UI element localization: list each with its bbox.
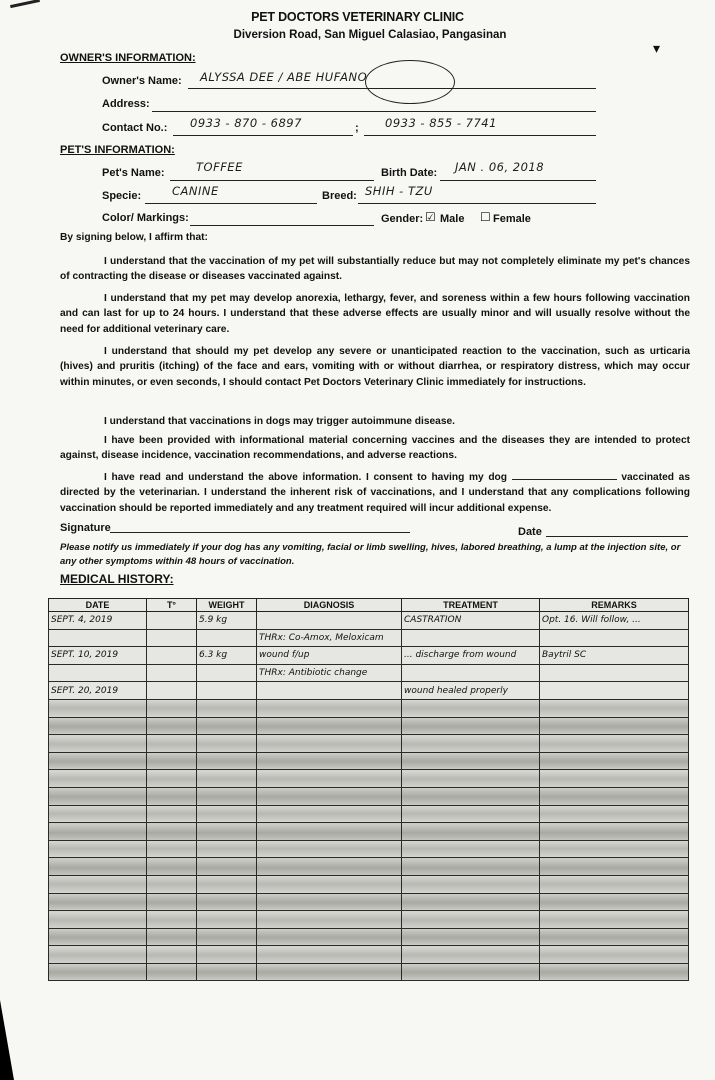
table-cell-empty[interactable] [257, 893, 402, 911]
contact-2-value: 0933 - 855 - 7741 [385, 116, 497, 130]
consent-paragraph-6 [60, 470, 690, 516]
table-cell-empty[interactable] [540, 858, 689, 876]
table-cell-empty[interactable] [540, 840, 689, 858]
consent-p6-end: vaccinated as directed by the veterinarian. I understand the inherent risk of vaccinations, and I understand that any complications following vaccination should be reported immediately and any treatment required will incur additional expense. [60, 472, 690, 514]
table-cell-empty[interactable] [402, 840, 540, 858]
table-cell-empty[interactable] [402, 858, 540, 876]
table-cell-empty[interactable] [147, 893, 197, 911]
table-cell-empty[interactable] [147, 840, 197, 858]
table-row-empty [49, 963, 689, 981]
table-row: SEPT. 10, 2019 6.3 kg wound f/up ... discharge from wound Baytril SC [49, 647, 689, 665]
table-cell-empty[interactable] [540, 717, 689, 735]
table-cell-empty[interactable] [257, 770, 402, 788]
specie-line [145, 189, 317, 204]
specie-value: CANINE [172, 184, 219, 198]
table-row-empty [49, 875, 689, 893]
table-cell-empty[interactable] [147, 735, 197, 753]
table-cell-empty[interactable] [197, 752, 257, 770]
table-cell-empty[interactable] [147, 858, 197, 876]
table-cell-empty[interactable] [147, 787, 197, 805]
table-row-empty [49, 928, 689, 946]
clinic-name: PET DOCTORS VETERINARY CLINIC [251, 10, 464, 24]
contact-label: Contact No.: [102, 122, 168, 134]
table-cell-empty[interactable] [197, 858, 257, 876]
table-cell-empty[interactable] [49, 823, 147, 841]
table-cell-empty[interactable] [197, 699, 257, 717]
scan-artifact-mark: ▾ [653, 40, 661, 56]
signature-line[interactable] [110, 521, 410, 533]
table-row-empty [49, 770, 689, 788]
table-row-empty [49, 823, 689, 841]
table-cell-empty[interactable] [402, 787, 540, 805]
table-cell-empty[interactable] [540, 787, 689, 805]
contact-1-value: 0933 - 870 - 6897 [190, 116, 302, 130]
table-cell-empty[interactable] [402, 911, 540, 929]
table-cell-empty[interactable] [402, 752, 540, 770]
consent-paragraph-1: I understand that the vaccination of my pet will substantially reduce but may not completely eliminate my pet's chances of contracting the disease or diseases vaccinated against. [60, 256, 690, 283]
breed-value: SHIH - TZU [365, 184, 433, 198]
table-cell-empty[interactable] [147, 928, 197, 946]
table-cell-empty[interactable] [540, 770, 689, 788]
dog-name-blank[interactable] [512, 470, 617, 480]
consent-paragraph-3: I understand that should my pet develop any severe or unanticipated reaction to the vaccination, such as urticaria (hives) and pruritis (itching) of the face and ears, vomiting with or without diarrhea, or respiratory distress, which may occur within minutes, or even seconds, I should contact Pet Doctors Veterinary Clinic immediately for instructions. [60, 346, 690, 388]
table-cell-empty[interactable] [147, 963, 197, 981]
table-cell-empty[interactable] [197, 946, 257, 964]
table-row-empty [49, 787, 689, 805]
consent-paragraph-5: I have been provided with informational material concerning vaccines and the diseases they are intended to protect against, disease incidence, vaccination recommendations, and adverse reactions. [60, 435, 690, 462]
table-cell-empty[interactable] [49, 787, 147, 805]
table-cell-empty[interactable] [197, 770, 257, 788]
table-cell-empty[interactable] [540, 823, 689, 841]
table-cell-empty[interactable] [540, 893, 689, 911]
clinic-address: Diversion Road, San Miguel Calasiao, Pangasinan [233, 29, 507, 41]
col-weight: WEIGHT [197, 599, 257, 612]
owner-address-label: Address: [102, 98, 150, 110]
table-cell-empty[interactable] [49, 875, 147, 893]
table-cell-empty[interactable] [257, 928, 402, 946]
table-cell-empty[interactable] [197, 717, 257, 735]
table-cell-empty[interactable] [257, 823, 402, 841]
table-cell-empty[interactable] [257, 963, 402, 981]
table-cell-empty[interactable] [197, 735, 257, 753]
gender-male-label: Male [440, 213, 465, 225]
table-cell-empty[interactable] [197, 840, 257, 858]
table-cell-empty[interactable] [49, 858, 147, 876]
table-cell-empty[interactable] [197, 787, 257, 805]
table-row-empty [49, 717, 689, 735]
table-cell-empty[interactable] [49, 911, 147, 929]
table-cell-empty[interactable] [257, 875, 402, 893]
table-row-empty [49, 699, 689, 717]
contact-separator: ; [355, 122, 359, 134]
table-cell-empty[interactable] [402, 699, 540, 717]
table-cell-empty[interactable] [257, 717, 402, 735]
gender-label: Gender: [381, 213, 424, 225]
table-header-row [49, 599, 689, 612]
table-cell-empty[interactable] [49, 717, 147, 735]
table-cell-empty[interactable] [257, 735, 402, 753]
table-row: THRx: Antibiotic change [49, 664, 689, 682]
gender-male-checkbox[interactable]: ☑ [425, 210, 436, 224]
gender-female-label: Female [493, 213, 531, 225]
table-cell-empty[interactable] [197, 893, 257, 911]
table-cell-empty[interactable] [402, 823, 540, 841]
table-cell-empty[interactable] [540, 699, 689, 717]
table-cell-empty[interactable] [49, 735, 147, 753]
table-cell-empty[interactable] [49, 752, 147, 770]
col-diagnosis: DIAGNOSIS [257, 599, 402, 612]
table-row-empty [49, 893, 689, 911]
birth-date-label: Birth Date: [381, 167, 438, 179]
consent-p6-start: I have read and understand the above information. I consent to having my dog [104, 472, 507, 483]
table-cell-empty[interactable] [147, 946, 197, 964]
table-cell-empty[interactable] [540, 875, 689, 893]
col-treatment: TREATMENT [402, 599, 540, 612]
table-cell-empty[interactable] [49, 805, 147, 823]
table-row-empty [49, 735, 689, 753]
table-cell-empty[interactable] [197, 928, 257, 946]
table-cell-empty[interactable] [147, 752, 197, 770]
table-row-empty [49, 858, 689, 876]
table-cell-empty[interactable] [257, 911, 402, 929]
owner-address-line [152, 97, 596, 112]
table-cell-empty[interactable] [540, 963, 689, 981]
table-cell-empty[interactable] [147, 770, 197, 788]
owner-name-value: ALYSSA DEE / ABE HUFANO [200, 70, 368, 84]
table-cell-empty[interactable] [257, 805, 402, 823]
col-date: DATE [49, 599, 147, 612]
table-cell-empty[interactable] [147, 805, 197, 823]
table-cell-empty[interactable] [197, 875, 257, 893]
consent-paragraph-4: I understand that vaccinations in dogs may trigger autoimmune disease. [104, 416, 455, 427]
table-row-empty [49, 805, 689, 823]
table-cell-empty[interactable] [257, 699, 402, 717]
table-cell-empty[interactable] [402, 805, 540, 823]
table-row-empty [49, 752, 689, 770]
pet-section-title: PET'S INFORMATION: [60, 144, 175, 156]
table-cell-empty[interactable] [49, 893, 147, 911]
owner-name-label: Owner's Name: [102, 75, 182, 87]
table-cell-empty[interactable] [197, 823, 257, 841]
table-cell-empty[interactable] [402, 770, 540, 788]
table-cell-empty[interactable] [257, 946, 402, 964]
date-line[interactable] [546, 525, 688, 537]
table-cell-empty[interactable] [540, 911, 689, 929]
table-cell-empty[interactable] [540, 735, 689, 753]
table-cell-empty[interactable] [197, 911, 257, 929]
table-cell-empty[interactable] [402, 717, 540, 735]
table-cell-empty[interactable] [197, 805, 257, 823]
table-cell-empty[interactable] [402, 928, 540, 946]
table-cell-empty[interactable] [49, 699, 147, 717]
table-cell-empty[interactable] [540, 805, 689, 823]
vaccination-notice: Please notify us immediately if your dog has any vomiting, facial or limb swelling, hives, labored breathing, a lump at the injection site, or any other symptoms within 48 hours of vaccination. [60, 542, 681, 567]
table-cell-empty[interactable] [402, 963, 540, 981]
pet-name-label: Pet's Name: [102, 167, 165, 179]
pet-name-value: TOFFEE [196, 160, 243, 174]
table-cell-empty[interactable] [147, 717, 197, 735]
table-cell-empty[interactable] [147, 911, 197, 929]
table-row-empty [49, 946, 689, 964]
table-cell-empty[interactable] [49, 963, 147, 981]
table-cell-empty[interactable] [147, 875, 197, 893]
table-cell-empty[interactable] [402, 893, 540, 911]
table-cell-empty[interactable] [49, 946, 147, 964]
table-cell-empty[interactable] [257, 787, 402, 805]
color-markings-label: Color/ Markings: [102, 212, 189, 224]
table-cell-empty[interactable] [49, 928, 147, 946]
gender-female-checkbox[interactable]: ☐ [480, 210, 491, 224]
consent-paragraph-2: I understand that my pet may develop anorexia, lethargy, fever, and soreness within a few hours following vaccination and can last for up to 24 hours. I understand that these adverse effects are usually minor and will usually resolve without the need for additional veterinary care. [60, 293, 690, 335]
table-row: SEPT. 20, 2019 wound healed properly [49, 682, 689, 700]
medical-history-table [48, 598, 689, 981]
col-temp: T° [147, 599, 197, 612]
table-row-empty [49, 911, 689, 929]
medical-history-title: MEDICAL HISTORY: [60, 572, 174, 586]
table-cell-empty[interactable] [540, 752, 689, 770]
table-cell-empty[interactable] [49, 840, 147, 858]
date-label: Date [518, 526, 542, 538]
col-remarks: REMARKS [540, 599, 689, 612]
table-row-empty [49, 840, 689, 858]
table-row: THRx: Co-Amox, Meloxicam [49, 629, 689, 647]
table-cell-empty[interactable] [540, 928, 689, 946]
table-cell-empty[interactable] [402, 946, 540, 964]
table-cell-empty[interactable] [147, 823, 197, 841]
corner-scan-mark [10, 0, 40, 8]
table-row: SEPT. 4, 2019 5.9 kg CASTRATION Opt. 16. Will follow, ... [49, 612, 689, 630]
affirm-intro: By signing below, I affirm that: [60, 232, 208, 243]
table-cell-empty[interactable] [257, 752, 402, 770]
table-cell-empty[interactable] [257, 858, 402, 876]
table-cell-empty[interactable] [257, 840, 402, 858]
table-cell-empty[interactable] [197, 963, 257, 981]
birth-date-value: JAN . 06, 2018 [455, 160, 545, 174]
table-cell-empty[interactable] [540, 946, 689, 964]
breed-label: Breed: [322, 190, 357, 202]
table-cell-empty[interactable] [402, 875, 540, 893]
scan-edge-shadow [0, 1000, 14, 1080]
signature-label: Signature [60, 522, 111, 534]
table-cell-empty[interactable] [147, 699, 197, 717]
owner-section-title: OWNER'S INFORMATION: [60, 52, 196, 64]
color-markings-line [190, 211, 374, 226]
specie-label: Specie: [102, 190, 142, 202]
table-cell-empty[interactable] [49, 770, 147, 788]
table-cell-empty[interactable] [402, 735, 540, 753]
